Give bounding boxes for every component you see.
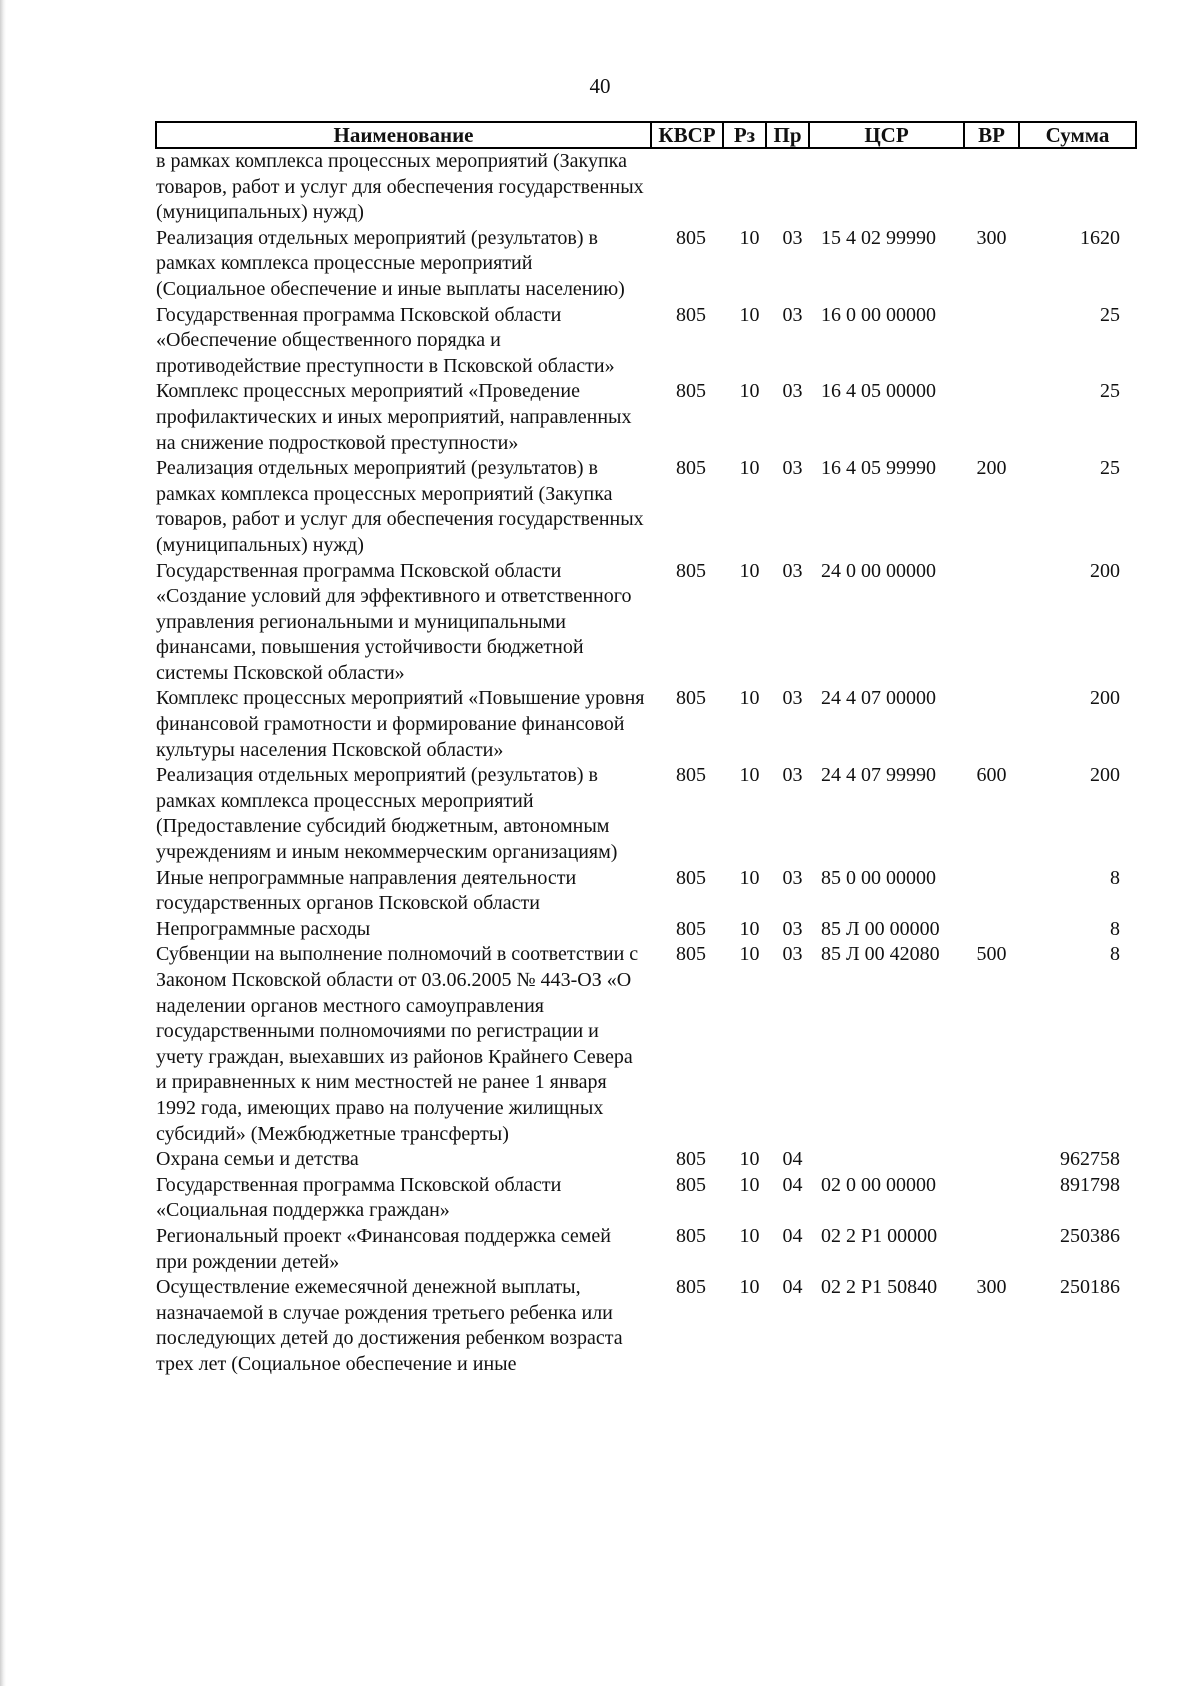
row-sum: 8 [1110, 866, 1120, 889]
row-pr: 03 [782, 380, 803, 403]
row-kvsr: 805 [676, 226, 706, 249]
row-name: Комплекс процессных мероприятий «Повышение уровня финансовой грамотности и формирование финансовой культуры населения Псковской области» [156, 687, 645, 761]
row-pr: 04 [782, 1224, 803, 1247]
table-row [156, 303, 1136, 380]
row-sum: 891798 [1060, 1173, 1120, 1196]
row-pr: 04 [782, 1276, 803, 1299]
row-name: Реализация отдельных мероприятий (результатов) в рамках комплекса процессных мероприятий (Закупка товаров, работ и услуг для обеспечения государственных (муниципальных) нужд) [156, 457, 644, 556]
row-vr: 500 [976, 943, 1007, 966]
row-name: Осуществление ежемесячной денежной выплаты, назначаемой в случае рождения третьего ребенка или последующих детей до достижения ребенком возраста трех лет (Социальное обеспечение и иные [156, 1276, 623, 1375]
row-kvsr: 805 [676, 917, 706, 940]
row-name: Государственная программа Псковской области «Социальная поддержка граждан» [156, 1173, 562, 1222]
table-row [156, 226, 1136, 303]
row-rz: 10 [739, 457, 760, 480]
row-name: Непрограммные расходы [156, 917, 371, 940]
row-rz: 10 [739, 226, 760, 249]
table-row [156, 866, 1136, 917]
row-kvsr: 805 [676, 1148, 706, 1171]
row-sum: 250386 [1060, 1224, 1120, 1247]
row-vr [964, 686, 1019, 763]
row-vr: 200 [976, 457, 1007, 480]
row-name: Реализация отдельных мероприятий (результатов) в рамках комплекса процессные мероприятий (Социальное обеспечение и иные выплаты населению) [156, 226, 625, 300]
row-csr: 15 4 02 99990 [821, 226, 936, 249]
header-csr: ЦСР [809, 122, 964, 148]
table-row [156, 1173, 1136, 1224]
row-vr [964, 866, 1019, 917]
row-vr: 300 [976, 1276, 1007, 1299]
table-row [156, 1147, 1136, 1173]
header-pr: Пр [766, 122, 809, 148]
row-sum: 25 [1100, 303, 1120, 326]
row-vr: 600 [976, 764, 1007, 787]
row-pr: 03 [782, 764, 803, 787]
row-vr [964, 1224, 1019, 1275]
row-csr: 24 4 07 99990 [821, 764, 936, 787]
row-sum: 200 [1090, 764, 1120, 787]
table-row [156, 148, 1136, 226]
row-rz: 10 [739, 943, 760, 966]
row-csr: 24 0 00 00000 [821, 559, 936, 582]
row-rz: 10 [739, 764, 760, 787]
row-vr [964, 379, 1019, 456]
row-kvsr: 805 [676, 1224, 706, 1247]
scan-edge [0, 0, 6, 1686]
table-row [156, 1275, 1136, 1377]
row-sum: 962758 [1060, 1148, 1120, 1171]
header-kvsr: КВСР [651, 122, 723, 148]
row-vr [964, 148, 1019, 226]
row-csr: 85 Л 00 42080 [821, 943, 940, 966]
row-vr [964, 559, 1019, 687]
row-sum: 8 [1110, 943, 1120, 966]
row-rz: 10 [739, 866, 760, 889]
table-row [156, 559, 1136, 687]
row-rz [723, 148, 766, 226]
row-csr: 02 0 00 00000 [821, 1173, 936, 1196]
row-sum: 250186 [1060, 1276, 1120, 1299]
row-vr [964, 917, 1019, 943]
row-kvsr: 805 [676, 687, 706, 710]
row-rz: 10 [739, 1224, 760, 1247]
row-rz: 10 [739, 380, 760, 403]
table-row [156, 456, 1136, 558]
row-kvsr: 805 [676, 380, 706, 403]
row-csr: 16 4 05 99990 [821, 457, 936, 480]
table-row [156, 763, 1136, 865]
row-pr: 03 [782, 303, 803, 326]
row-csr: 24 4 07 00000 [821, 687, 936, 710]
row-rz: 10 [739, 687, 760, 710]
row-kvsr: 805 [676, 764, 706, 787]
row-kvsr: 805 [676, 943, 706, 966]
row-kvsr: 805 [676, 1276, 706, 1299]
row-rz: 10 [739, 917, 760, 940]
row-rz: 10 [739, 559, 760, 582]
table-row [156, 1224, 1136, 1275]
table-row [156, 942, 1136, 1147]
row-vr: 300 [976, 226, 1007, 249]
row-pr: 03 [782, 917, 803, 940]
header-vr: ВР [964, 122, 1019, 148]
row-pr: 03 [782, 687, 803, 710]
row-sum [1019, 148, 1136, 226]
table-row [156, 686, 1136, 763]
row-sum: 8 [1110, 917, 1120, 940]
header-sum: Сумма [1019, 122, 1136, 148]
row-csr: 85 Л 00 00000 [821, 917, 940, 940]
row-name: Комплекс процессных мероприятий «Проведение профилактических и иных мероприятий, направленных на снижение подростковой преступности» [156, 380, 632, 454]
row-pr: 03 [782, 943, 803, 966]
row-sum: 25 [1100, 380, 1120, 403]
row-csr: 85 0 00 00000 [821, 866, 936, 889]
row-csr: 02 2 P1 00000 [821, 1224, 938, 1247]
row-kvsr: 805 [676, 559, 706, 582]
row-pr: 03 [782, 226, 803, 249]
table-row [156, 379, 1136, 456]
row-csr [809, 1147, 964, 1173]
row-kvsr: 805 [676, 1173, 706, 1196]
table-row [156, 917, 1136, 943]
row-sum: 200 [1090, 559, 1120, 582]
row-rz: 10 [739, 1276, 760, 1299]
page-number: 40 [589, 74, 611, 98]
row-kvsr [651, 148, 723, 226]
row-rz: 10 [739, 303, 760, 326]
row-name: Реализация отдельных мероприятий (результатов) в рамках комплекса процессных мероприятий (Предоставление субсидий бюджетным, автономным учреждениям и иным некоммерческим организациям) [156, 764, 618, 864]
row-pr: 03 [782, 866, 803, 889]
row-name: Государственная программа Псковской области «Создание условий для эффективного и ответственного управления региональными и муниципальными финансами, повышения устойчивости бюджетной системы Псковской области» [156, 559, 632, 684]
row-pr: 03 [782, 559, 803, 582]
row-csr [809, 148, 964, 226]
budget-table [155, 121, 1137, 1378]
row-pr: 04 [782, 1173, 803, 1196]
header-rz: Рз [723, 122, 766, 148]
row-name: Государственная программа Псковской области «Обеспечение общественного порядка и противодействие преступности в Псковской области» [156, 303, 615, 377]
table-body [156, 148, 1136, 1378]
row-vr [964, 1147, 1019, 1173]
row-kvsr: 805 [676, 457, 706, 480]
row-rz: 10 [739, 1148, 760, 1171]
row-sum: 200 [1090, 687, 1120, 710]
row-pr: 03 [782, 457, 803, 480]
row-pr [766, 148, 809, 226]
row-kvsr: 805 [676, 303, 706, 326]
row-pr: 04 [782, 1148, 803, 1171]
row-sum: 25 [1100, 457, 1120, 480]
row-sum: 1620 [1080, 226, 1120, 249]
row-vr [964, 303, 1019, 380]
row-csr: 16 4 05 00000 [821, 380, 936, 403]
row-name: Иные непрограммные направления деятельности государственных органов Псковской области [156, 866, 577, 915]
table-header [156, 122, 1136, 148]
header-name: Наименование [156, 122, 651, 148]
row-csr: 02 2 P1 50840 [821, 1276, 938, 1299]
row-kvsr: 805 [676, 866, 706, 889]
row-name: Охрана семьи и детства [156, 1148, 359, 1171]
row-csr: 16 0 00 00000 [821, 303, 936, 326]
row-vr [964, 1173, 1019, 1224]
row-name: в рамках комплекса процессных мероприятий (Закупка товаров, работ и услуг для обеспечения государственных (муниципальных) нужд) [156, 150, 644, 224]
row-name: Региональный проект «Финансовая поддержка семей при рождении детей» [156, 1224, 611, 1273]
row-name: Субвенции на выполнение полномочий в соответствии с Законом Псковской области от 03.06.2005 № 443-ОЗ «О наделении органов местного самоуправления государственными полномочиями по регистрации и учету граждан, выехавших из районов Крайнего Севера и приравненных к ним местностей не ранее 1 января 1992 года, имеющих право на получение жилищных субсидий» (Межбюджетные трансферты) [156, 943, 639, 1145]
row-rz: 10 [739, 1173, 760, 1196]
header-row [156, 122, 1136, 148]
